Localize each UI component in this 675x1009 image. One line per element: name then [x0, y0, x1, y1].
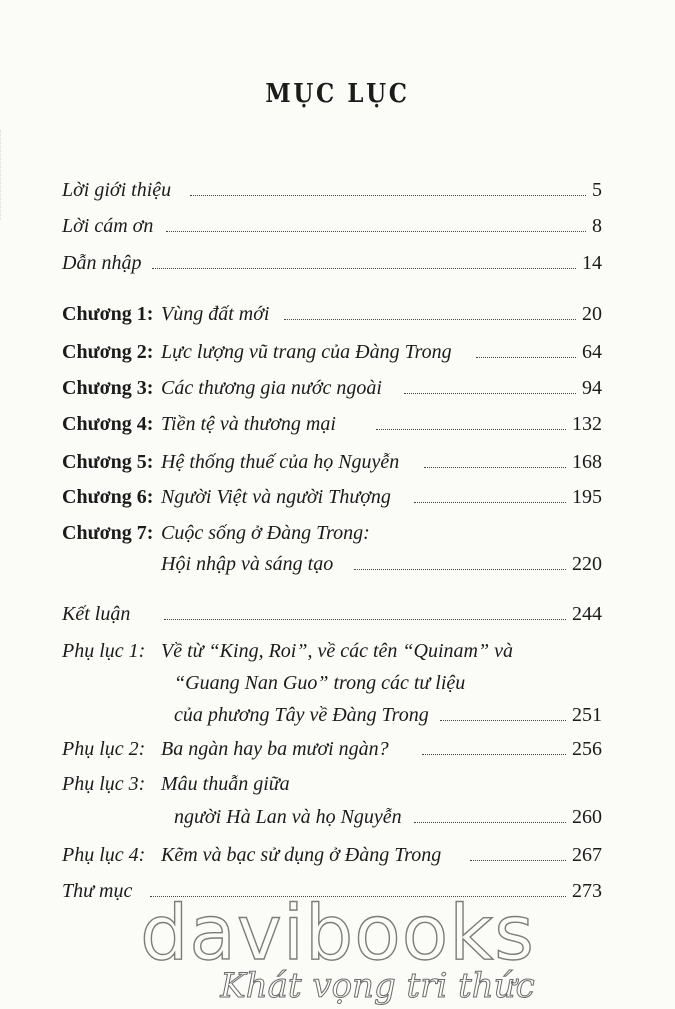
entry-title: Lực lượng vũ trang của Đàng Trong	[161, 341, 452, 363]
toc-entry[interactable]	[62, 548, 602, 580]
toc-entry[interactable]	[62, 247, 602, 279]
toc-entry[interactable]	[62, 875, 602, 907]
toc-entry[interactable]	[62, 768, 602, 800]
page-number: 5	[592, 179, 602, 201]
dot-leader	[354, 569, 566, 570]
dot-leader	[404, 393, 576, 394]
toc-entry[interactable]	[62, 598, 602, 630]
page-number: 168	[572, 451, 602, 473]
toc-entry[interactable]	[62, 210, 602, 242]
toc-entry[interactable]	[62, 481, 602, 513]
page-number: 132	[572, 413, 602, 435]
toc-entry[interactable]	[62, 801, 602, 833]
page-edge-mark	[0, 130, 5, 220]
dot-leader	[470, 860, 566, 861]
toc-entry[interactable]	[62, 446, 602, 478]
dot-leader	[190, 195, 586, 196]
toc-entry[interactable]	[62, 839, 602, 871]
page-number: 94	[582, 377, 602, 399]
entry-title: Kẽm và bạc sử dụng ở Đàng Trong	[161, 844, 442, 866]
appendix-label: Phụ lục 1:	[62, 640, 146, 662]
toc-entry[interactable]	[62, 517, 602, 549]
dot-leader	[476, 357, 576, 358]
page-number: 260	[572, 806, 602, 828]
entry-title: người Hà Lan và họ Nguyễn	[174, 806, 402, 828]
entry-title: Về từ “King, Roi”, về các tên “Quinam” và	[161, 640, 513, 662]
dot-leader	[422, 754, 566, 755]
page-number: 251	[572, 704, 602, 726]
entry-title: “Guang Nan Guo” trong các tư liệu	[174, 672, 466, 694]
toc-entry[interactable]	[62, 733, 602, 765]
dot-leader	[164, 619, 566, 620]
chapter-label: Chương 5:	[62, 451, 154, 473]
chapter-label: Chương 6:	[62, 486, 154, 508]
chapter-label: Chương 7:	[62, 522, 154, 544]
toc-entry[interactable]	[62, 336, 602, 368]
page-number: 256	[572, 738, 602, 760]
entry-title: Các thương gia nước ngoài	[161, 377, 382, 399]
entry-title: Hệ thống thuế của họ Nguyễn	[161, 451, 400, 473]
dot-leader	[414, 822, 566, 823]
dot-leader	[440, 720, 566, 721]
dot-leader	[424, 467, 566, 468]
entry-title: Lời cám ơn	[62, 215, 154, 237]
toc-entry[interactable]	[62, 174, 602, 206]
entry-title: Lời giới thiệu	[62, 179, 172, 201]
toc-entry[interactable]	[62, 667, 602, 699]
appendix-label: Phụ lục 2:	[62, 738, 146, 760]
page-number: 273	[572, 880, 602, 902]
entry-title: Người Việt và người Thượng	[161, 486, 391, 508]
entry-title: Thư mục	[62, 880, 133, 902]
entry-title: Dẫn nhập	[62, 252, 142, 274]
entry-title: Ba ngàn hay ba mươi ngàn?	[161, 738, 389, 760]
entry-title: Mâu thuẫn giữa	[161, 773, 290, 795]
toc-entry[interactable]	[62, 635, 602, 667]
dot-leader	[376, 429, 566, 430]
page-title: MỤC LỤC	[265, 79, 410, 110]
page-number: 220	[572, 553, 602, 575]
entry-title: của phương Tây về Đàng Trong	[174, 704, 429, 726]
toc-entry[interactable]	[62, 372, 602, 404]
page-number: 267	[572, 844, 602, 866]
page-number: 20	[582, 303, 602, 325]
dot-leader	[166, 231, 586, 232]
watermark-tagline: Khát vọng tri thức	[220, 966, 535, 1006]
toc-entry[interactable]	[62, 699, 602, 731]
page-number: 64	[582, 341, 602, 363]
dot-leader	[152, 268, 576, 269]
page-number: 195	[572, 486, 602, 508]
entry-title: Kết luận	[62, 603, 131, 625]
entry-title: Tiền tệ và thương mại	[161, 413, 336, 435]
entry-title: Vùng đất mới	[161, 303, 270, 325]
appendix-label: Phụ lục 4:	[62, 844, 146, 866]
chapter-label: Chương 3:	[62, 377, 154, 399]
chapter-label: Chương 2:	[62, 341, 154, 363]
entry-title: Cuộc sống ở Đàng Trong:	[161, 522, 370, 544]
page-number: 244	[572, 603, 602, 625]
page-number: 14	[582, 252, 602, 274]
dot-leader	[150, 896, 566, 897]
page-number: 8	[592, 215, 602, 237]
toc-entry[interactable]	[62, 298, 602, 330]
chapter-label: Chương 1:	[62, 303, 154, 325]
dot-leader	[284, 319, 576, 320]
chapter-label: Chương 4:	[62, 413, 154, 435]
appendix-label: Phụ lục 3:	[62, 773, 146, 795]
toc-entry[interactable]	[62, 408, 602, 440]
watermark-brand: davibooks	[140, 888, 535, 977]
entry-title: Hội nhập và sáng tạo	[161, 553, 334, 575]
dot-leader	[414, 502, 566, 503]
